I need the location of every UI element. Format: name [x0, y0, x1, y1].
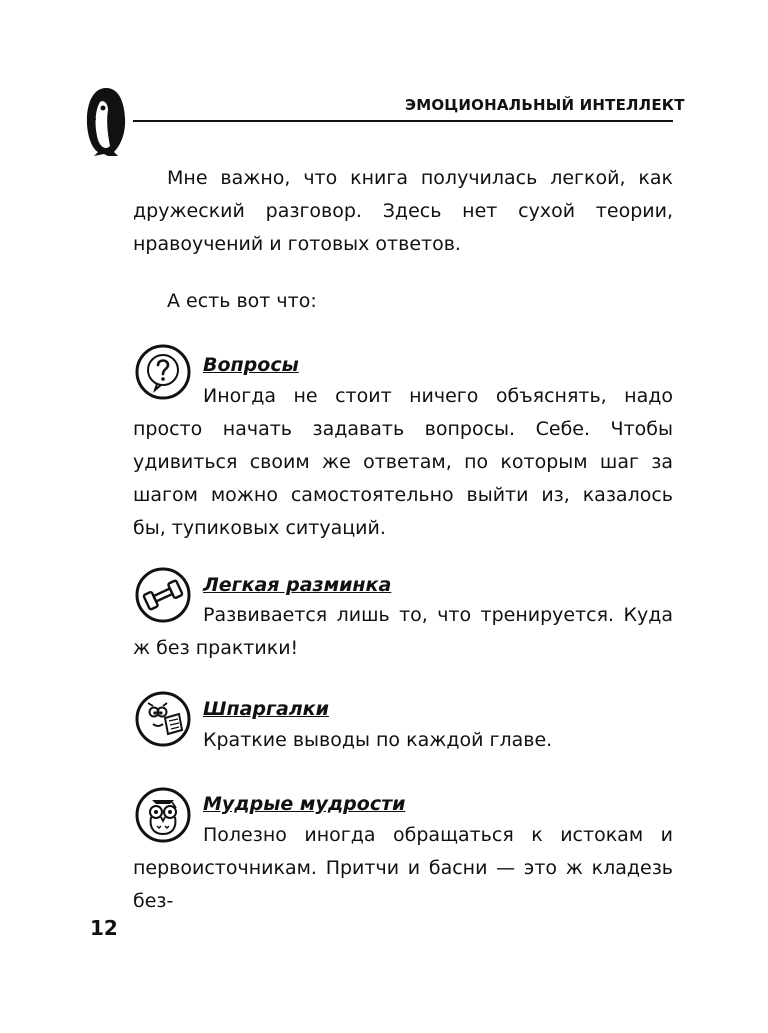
intro-lead — [133, 285, 673, 318]
item-body-questions-text: Иногда не стоит ничего объяснять, надо просто начать задавать вопросы. Себе. Чтобы удивиться своим же ответам, по которым шаг за шагом можно самостоятельно выйти из, казалось бы, тупиковых ситуаций. — [133, 385, 673, 539]
item-body-warmup — [133, 599, 673, 665]
item-body-questions — [133, 380, 673, 545]
intro-lead-text: А есть вот что: — [167, 290, 317, 312]
item-title-warmup: Легкая разминка — [203, 574, 392, 596]
intro-paragraph-text: Мне важно, что книга получилась легкой, как дружеский разговор. Здесь нет сухой теории, нравоучений и готовых ответов. — [133, 167, 673, 255]
item-body-cheatsheets — [133, 724, 673, 757]
item-body-cheatsheets-text: Краткие выводы по каждой главе. — [203, 729, 553, 751]
item-title-wisdom: Мудрые мудрости — [203, 793, 406, 815]
intro-paragraph — [133, 162, 673, 261]
running-title: ЭМОЦИОНАЛЬНЫЙ ИНТЕЛЛЕКТ — [405, 96, 685, 114]
item-body-warmup-text: Развивается лишь то, что тренируется. Куда ж без практики! — [133, 604, 673, 659]
penguin-logo-icon — [84, 86, 128, 158]
item-title-cheatsheets: Шпаргалки — [203, 698, 329, 720]
item-body-wisdom-text: Полезно иногда обращаться к истокам и первоисточникам. Притчи и басни — это ж кладезь без- — [133, 824, 673, 912]
item-title-questions: Вопросы — [203, 354, 299, 376]
page-number: 12 — [90, 916, 118, 940]
header-rule — [133, 120, 673, 122]
item-body-wisdom — [133, 819, 673, 918]
